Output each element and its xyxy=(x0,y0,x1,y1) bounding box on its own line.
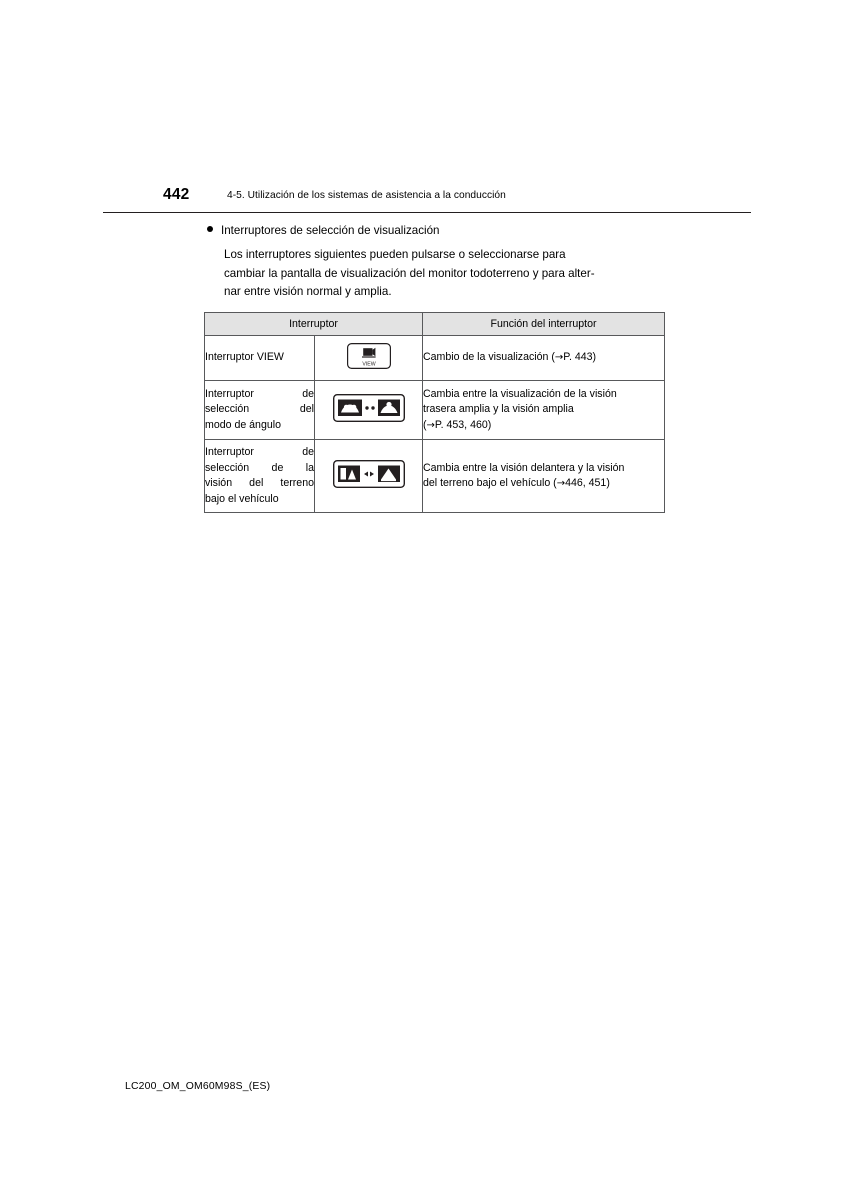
row1-arrow-icon: → xyxy=(554,352,564,364)
row2-arrow-icon: → xyxy=(426,419,435,431)
row1-function xyxy=(423,336,665,381)
row1-icon-cell xyxy=(315,336,423,381)
page-number: 442 xyxy=(163,186,190,203)
switches-table xyxy=(204,312,665,513)
under-vehicle-view-select-switch-icon xyxy=(333,460,405,493)
row2-label xyxy=(205,381,315,440)
bullet-heading-text: Interruptores de selección de visualización xyxy=(221,224,440,237)
view-switch-icon xyxy=(347,343,391,374)
row2-label-line-2: selección del xyxy=(205,403,314,416)
intro-paragraph xyxy=(224,246,660,302)
bullet-heading-row xyxy=(207,224,687,237)
row3-label-line-3: visión del terreno xyxy=(205,477,314,489)
row1-label: Interruptor VIEW xyxy=(205,336,315,381)
paragraph-line-1: Los interruptores siguientes pueden pulsarse o seleccionarse para xyxy=(224,248,566,261)
row2-function-line-2: trasera amplia y la visión amplia xyxy=(423,403,574,416)
row2-function-line-1: Cambia entre la visualización de la visión xyxy=(423,387,617,400)
section-title: 4-5. Utilización de los sistemas de asistencia a la conducción xyxy=(227,190,506,201)
row3-label-line-2: selección de la xyxy=(205,461,314,474)
row3-arrow-icon: → xyxy=(556,478,566,489)
paragraph-line-3: nar entre visión normal y amplia. xyxy=(224,285,392,298)
bullet-dot-icon xyxy=(207,226,213,232)
page-header xyxy=(103,186,751,216)
row3-function-text: del terreno bajo el vehículo ( xyxy=(423,477,557,489)
row3-label-line-1: Interruptor de xyxy=(205,446,314,458)
table-header-function: Función del interruptor xyxy=(423,313,665,336)
angle-mode-select-switch-icon xyxy=(333,394,405,427)
row3-label xyxy=(205,440,315,513)
row3-function-line-2 xyxy=(423,476,664,492)
header-divider xyxy=(103,212,751,213)
row2-label-line-1: Interruptor de xyxy=(205,387,314,400)
row3-label-line-4: bajo el vehículo xyxy=(205,492,279,505)
row3-icon-cell xyxy=(315,440,423,513)
svg-text:VIEW: VIEW xyxy=(361,360,376,367)
row3-function xyxy=(423,440,665,513)
row3-function-ref: 446, 451) xyxy=(565,477,610,489)
row1-function-text-b: P. 443) xyxy=(563,351,597,364)
row1-function-text-a: Cambio de la visualización ( xyxy=(423,351,555,364)
row2-function xyxy=(423,381,665,440)
row3-function-line-1: Cambia entre la visión delantera y la visión xyxy=(423,461,625,474)
paragraph-line-2: cambiar la pantalla de visualización del monitor todoterreno y para alter- xyxy=(224,266,595,280)
row2-function-paren: ( xyxy=(423,418,427,431)
table-row xyxy=(205,381,665,440)
table-row xyxy=(205,440,665,513)
footer-document-code: LC200_OM_OM60M98S_(ES) xyxy=(125,1081,271,1092)
table-row xyxy=(205,336,665,381)
row2-function-line-3 xyxy=(423,418,664,434)
row2-icon-cell xyxy=(315,381,423,440)
row2-label-line-3: modo de ángulo xyxy=(205,418,281,431)
row2-function-ref: P. 453, 460) xyxy=(434,418,492,431)
table-header-row xyxy=(205,313,665,336)
table-header-switch: Interruptor xyxy=(205,313,423,336)
